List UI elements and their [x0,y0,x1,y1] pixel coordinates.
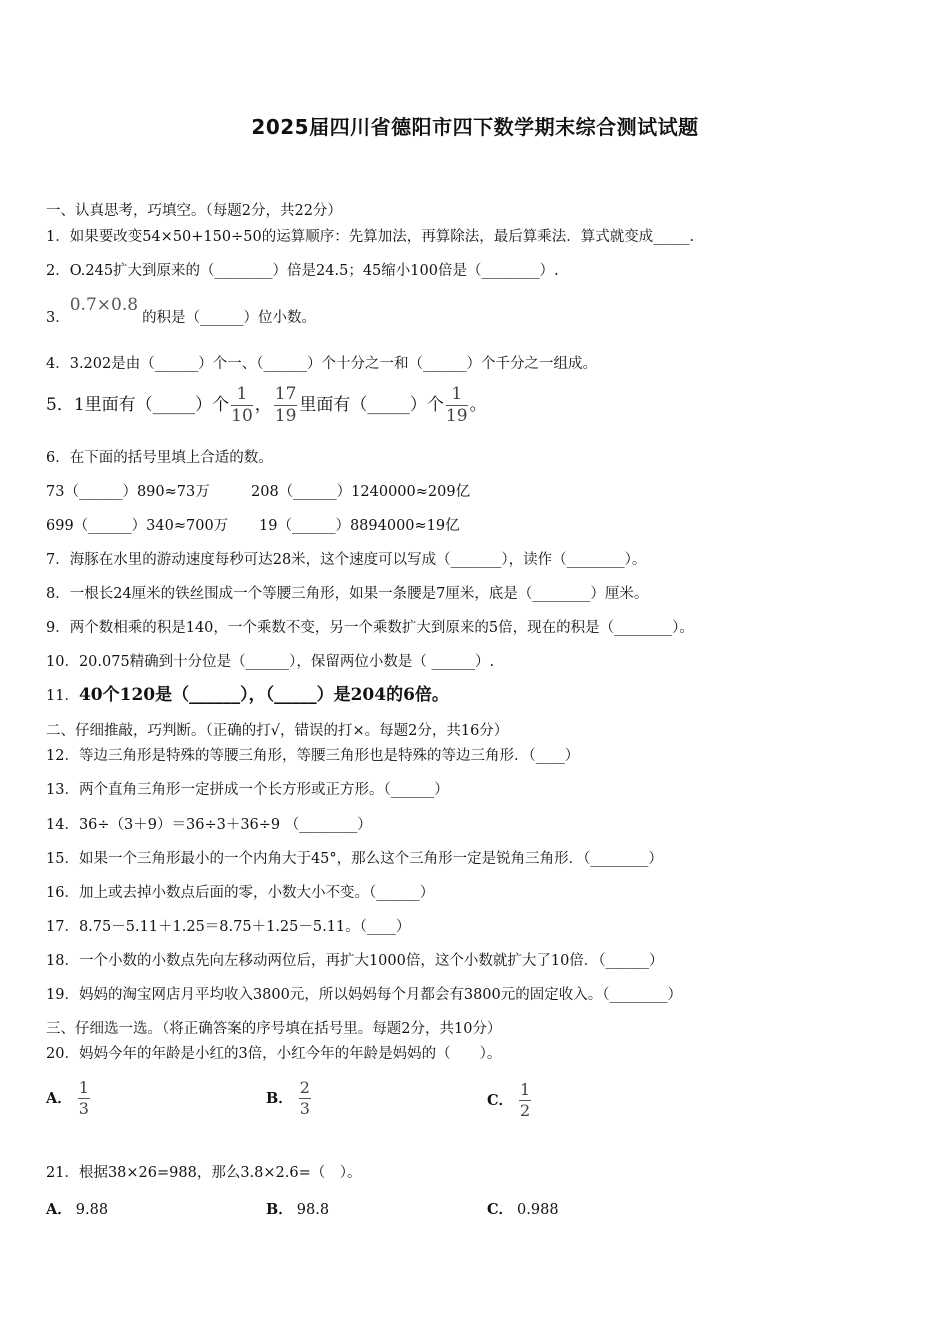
section-3-header: 三、仔细选一选。（将正确答案的序号填在括号里。每题2分，共10分） [46,1021,502,1037]
question-13: 13．两个直角三角形一定拼成一个长方形或正方形。（______） [46,782,449,798]
question-3-number: 3． [46,310,70,326]
question-17: 17．8.75－5.11＋1.25＝8.75＋1.25－5.11。（____） [46,919,411,935]
question-6-row-1a: 73（______）890≈73万 [46,484,210,500]
question-3-expression: 0.7×0.8 [69,295,139,315]
question-6-stem: 6．在下面的括号里填上合适的数。 [46,450,273,466]
question-16: 16．加上或去掉小数点后面的零，小数大小不变。（______） [46,885,435,901]
question-1: 1．如果要改变54×50+150÷50的运算顺序：先算加法，再算除法，最后算乘法．算式就变成_____. [46,229,695,245]
question-3 [46,295,317,327]
question-8: 8．一根长24厘米的铁丝围成一个等腰三角形，如果一条腰是7厘米，底是（________）厘米。 [46,586,649,602]
question-21-option-b: B． 98.8 [266,1201,330,1218]
fraction-1-10: $\frac{1}{10}$ [231,384,253,426]
question-5-end: 。 [469,395,487,415]
question-15: 15．如果一个三角形最小的一个内角大于45°，那么这个三角形一定是锐角三角形．（________） [46,851,663,867]
fraction-1-2: $\frac{1}{2}$ [520,1080,531,1120]
question-20-option-c: C． $\frac{1}{2}$ [487,1080,531,1120]
question-11 [46,686,449,705]
section-2-header: 二、仔细推敲，巧判断。（正确的打√，错误的打×。每题2分，共16分） [46,723,509,739]
question-11-number: 11． [46,688,79,704]
question-6-row-2a: 699（______）340≈700万 [46,518,229,534]
question-6-row-1b: 208（______）1240000≈209亿 [251,484,471,500]
question-20-option-a: A． $\frac{1}{3}$ [46,1078,89,1118]
fraction-17-19: $\frac{17}{19}$ [274,384,297,426]
question-21-option-c: C． 0.988 [487,1201,559,1218]
fraction-1-3: $\frac{1}{3}$ [78,1078,89,1118]
question-19: 19．妈妈的淘宝网店月平均收入3800元，所以妈妈每个月都会有3800元的固定收入。（________） [46,987,683,1003]
question-21-option-a: A． 9.88 [46,1201,109,1218]
question-10: 10．20.075精确到十分位是（______），保留两位小数是（ ______）. [46,654,495,670]
question-5 [46,385,487,425]
question-7: 7．海豚在水里的游动速度每秒可达28米，这个速度可以写成（_______），读作（________）。 [46,552,647,568]
question-11-text: 40个120是（______），（_____）是204的6倍。 [78,685,449,705]
fraction-2-3: $\frac{2}{3}$ [299,1078,310,1118]
question-9: 9．两个数相乘的积是140，一个乘数不变，另一个乘数扩大到原来的5倍，现在的积是（________）。 [46,620,694,636]
question-12: 12．等边三角形是特殊的等腰三角形，等腰三角形也是特殊的等边三角形．（____） [46,748,580,764]
question-5-text-b: 里面有（_____）个 [299,395,444,415]
question-3-text: 的积是（______）位小数。 [142,310,317,326]
page-title: 2025届四川省德阳市四下数学期末综合测试试题 [251,115,699,139]
question-6-row-2b: 19（______）8894000≈19亿 [259,518,460,534]
question-20-option-b: B． $\frac{2}{3}$ [266,1078,310,1118]
question-5-comma: ， [254,395,272,415]
question-14: 14．36÷（3＋9）＝36÷3＋36÷9 （________） [46,817,372,833]
question-4: 4．3.202是由（______）个一、（______）个十分之一和（______）个千分之一组成。 [46,356,597,372]
section-1-header: 一、认真思考，巧填空。（每题2分，共22分） [46,203,342,219]
fraction-1-19: $\frac{1}{19}$ [445,384,468,426]
question-21-stem: 21．根据38×26=988，那么3.8×2.6=（ ）。 [46,1165,362,1181]
question-20-stem: 20．妈妈今年的年龄是小红的3倍，小红今年的年龄是妈妈的（ ）。 [46,1046,502,1062]
question-5-text-a: 5．1里面有（_____）个 [46,395,230,415]
question-18: 18．一个小数的小数点先向左移动两位后，再扩大1000倍，这个小数就扩大了10倍．（______） [46,953,664,969]
question-2: 2．O.245扩大到原来的（________）倍是24.5；45缩小100倍是（________）. [46,263,559,279]
